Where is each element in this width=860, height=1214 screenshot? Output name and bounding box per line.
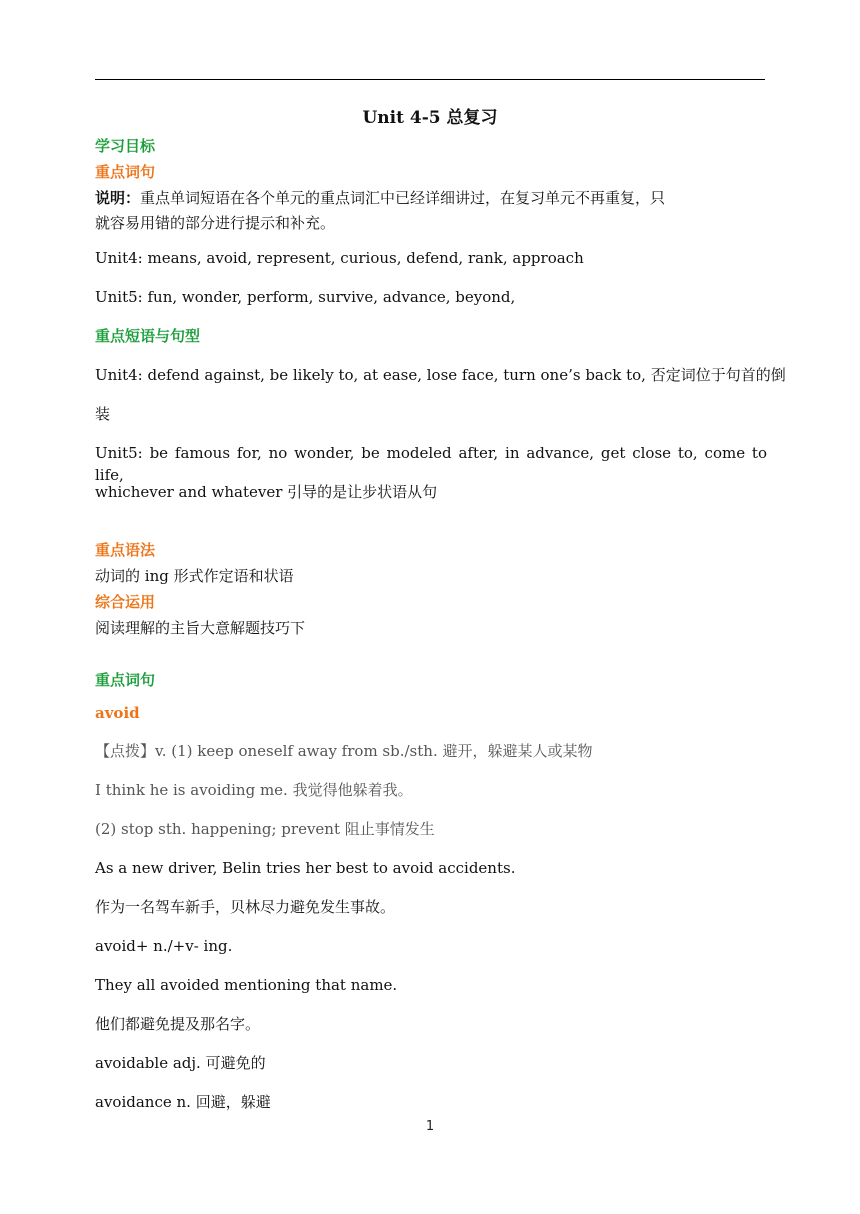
unit4-phrases-2: 装 [95, 405, 111, 423]
sense-2: (2) stop sth. happening; prevent 阻止事情发生 [95, 820, 435, 838]
unit4-phrases-1: Unit4: defend against, be likely to, at ease, lose face, turn one’s back to, 否定词位于句首的倒 [95, 366, 786, 384]
unit5-phrases-2: whichever and whatever 引导的是让步状语从句 [95, 483, 438, 501]
unit4-words: Unit4: means, avoid, represent, curious, defend, rank, approach [95, 249, 584, 267]
header-rule [95, 79, 765, 80]
unit5-phrases-1: Unit5: be famous for, no wonder, be modeled after, in advance, get close to, come to life, [95, 444, 767, 484]
tip-line: 【点拨】v. (1) keep oneself away from sb./sth. 避开，躲避某人或某物 [95, 742, 593, 760]
page-title: Unit 4-5 总复习 [362, 108, 498, 128]
note-line-1 [95, 187, 767, 209]
phrase-heading: 重点短语与句型 [95, 327, 201, 345]
grammar-heading: 重点语法 [95, 541, 156, 559]
goal-heading: 学习目标 [95, 137, 156, 155]
derivative-2: avoidance n. 回避，躲避 [95, 1093, 271, 1111]
usage-text: 阅读理解的主旨大意解题技巧下 [95, 619, 306, 637]
page-number: 1 [425, 1119, 435, 1134]
example-3-zh: 他们都避免提及那名字。 [95, 1015, 261, 1033]
grammar-text: 动词的 ing 形式作定语和状语 [95, 567, 294, 585]
note-label: 说明： [95, 189, 141, 207]
unit5-words: Unit5: fun, wonder, perform, survive, advance, beyond, [95, 288, 516, 306]
example-2-en: As a new driver, Belin tries her best to avoid accidents. [95, 859, 516, 877]
derivative-1: avoidable adj. 可避免的 [95, 1054, 266, 1072]
vocab-section-heading: 重点词句 [95, 671, 156, 689]
note-line-2: 就容易用错的部分进行提示和补充。 [95, 214, 336, 232]
vocab-heading: 重点词句 [95, 163, 156, 181]
example-3-en: They all avoided mentioning that name. [95, 976, 398, 994]
example-2-zh: 作为一名驾车新手，贝林尽力避免发生事故。 [95, 898, 396, 916]
word-avoid: avoid [95, 704, 140, 722]
usage-heading: 综合运用 [95, 593, 156, 611]
note-text-1: 重点单词短语在各个单元的重点词汇中已经详细讲过，在复习单元不再重复，只 [140, 189, 666, 207]
usage-pattern: avoid+ n./+v- ing. [95, 937, 233, 955]
example-1: I think he is avoiding me. 我觉得他躲着我。 [95, 781, 413, 799]
